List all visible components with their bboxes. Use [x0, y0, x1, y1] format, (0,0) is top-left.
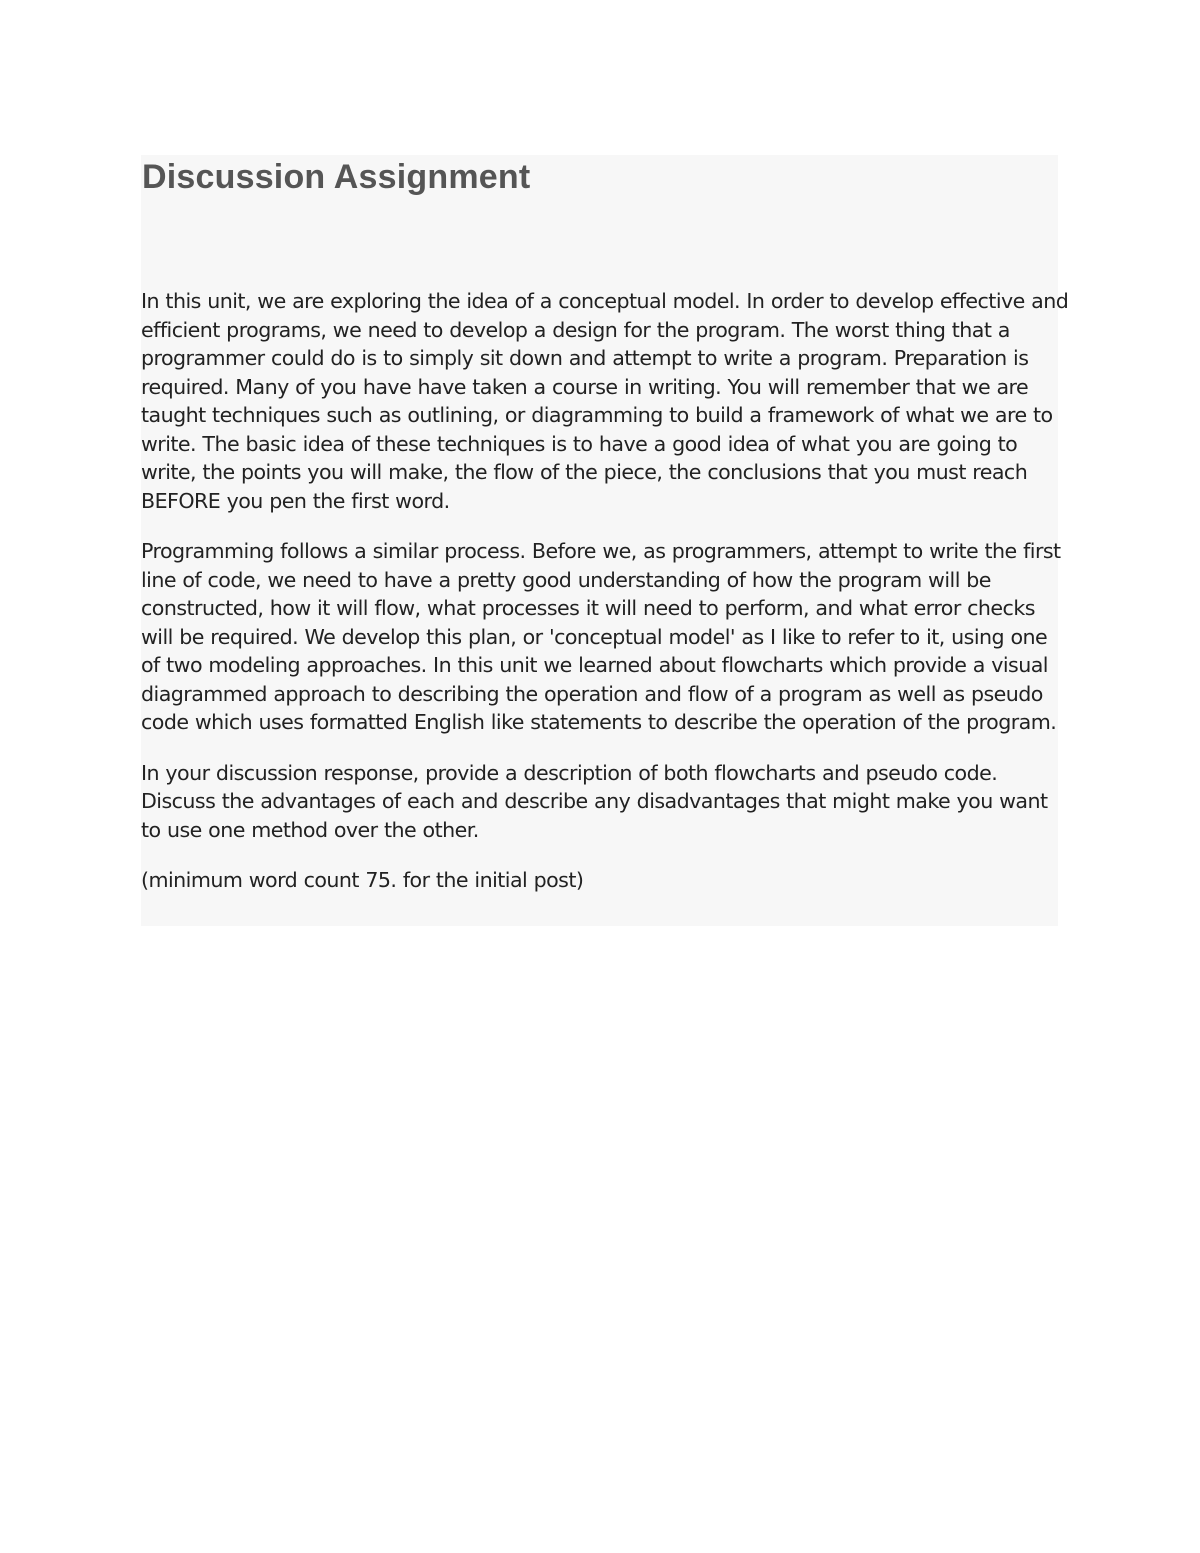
assignment-body — [141, 287, 1071, 917]
paragraph-programming-process: Programming follows a similar process. Before we, as programmers, attempt to write the first line of code, we need to have a pretty good understanding of how the program will be constructed, how it will flow, what processes it will need to perform, and what error checks will be required. We develop this plan, or 'conceptual model' as I like to refer to it, using one of two modeling approaches. In this unit we learned about flowcharts which provide a visual diagrammed approach to describing the operation and flow of a program as well as pseudo code which uses formatted English like statements to describe the operation of the program. — [141, 539, 1061, 734]
paragraph-discussion-prompt: In your discussion response, provide a description of both flowcharts and pseudo code. Discuss the advantages of each and describe any disadvantages that might make you want to use one method over the other. — [141, 760, 1048, 842]
paragraph-intro: In this unit, we are exploring the idea of a conceptual model. In order to develop effective and efficient programs, we need to develop a design for the program. The worst thing that a programmer could do is to simply sit down and attempt to write a program. Preparation is required. Many of you have have taken a course in writing. You will remember that we are taught techniques such as outlining, or diagramming to build a framework of what we are to write. The basic idea of these techniques is to have a good idea of what you are going to write, the points you will make, the flow of the piece, the conclusions that you must reach BEFORE you pen the first word. — [141, 289, 1069, 513]
paragraph-word-count: (minimum word count 75. for the initial post) — [141, 868, 584, 892]
page-title: Discussion Assignment — [142, 158, 531, 196]
